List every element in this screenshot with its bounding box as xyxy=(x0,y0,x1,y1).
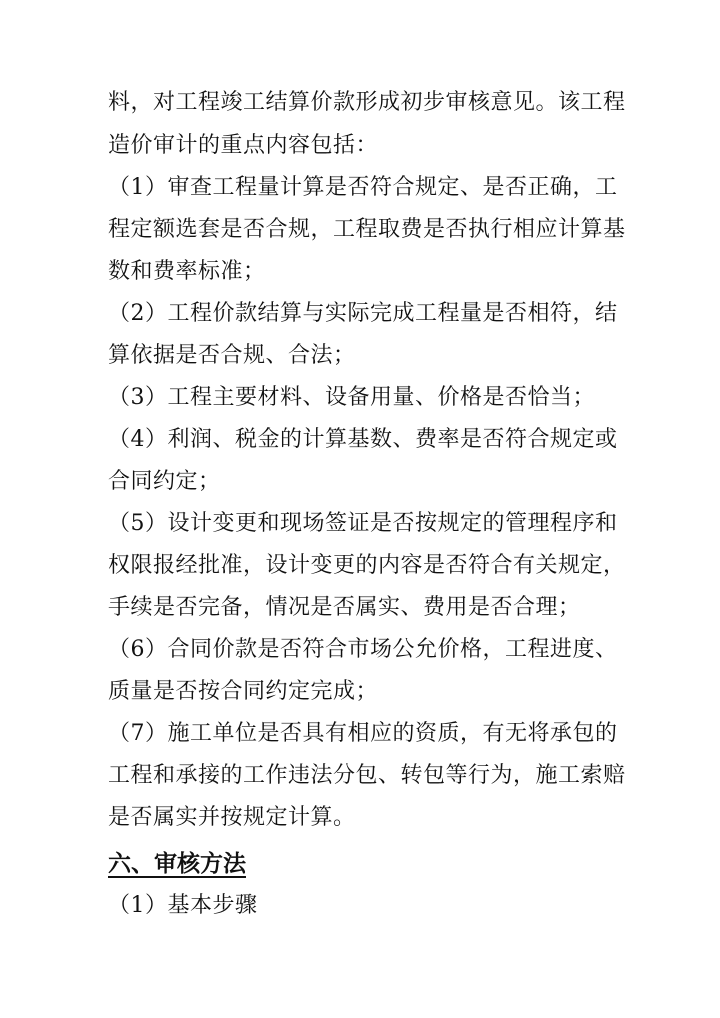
text-line: （7）施工单位是否具有相应的资质，有无将承包的 xyxy=(108,721,618,746)
text-line: （6）合同价款是否符合市场公允价格，工程进度、 xyxy=(108,637,618,662)
text-line: 数和费率标准； xyxy=(108,259,266,284)
text-line: 质量是否按合同约定完成； xyxy=(108,679,379,704)
text-line: 算依据是否合规、合法； xyxy=(108,343,356,368)
text-line: 合同约定； xyxy=(108,469,221,494)
text-line: （2）工程价款结算与实际完成工程量是否相符，结 xyxy=(108,301,618,326)
text-line: 料，对工程竣工结算价款形成初步审核意见。该工程 xyxy=(108,90,626,115)
text-line: （3）工程主要材料、设备用量、价格是否恰当； xyxy=(108,385,595,410)
text-line: （1）审查工程量计算是否符合规定、是否正确，工 xyxy=(108,175,618,200)
text-line: 手续是否完备，情况是否属实、费用是否合理； xyxy=(108,595,581,620)
text-line: 造价审计的重点内容包括： xyxy=(108,133,379,158)
text-line: （5）设计变更和现场签证是否按规定的管理程序和 xyxy=(108,511,618,536)
subheading: （1）基本步骤 xyxy=(108,893,258,918)
text-line: 是否属实并按规定计算。 xyxy=(108,805,356,830)
section-heading: 六、审核方法 xyxy=(108,850,246,877)
text-line: （4）利润、税金的计算基数、费率是否符合规定或 xyxy=(108,427,618,452)
text-line: 工程和承接的工作违法分包、转包等行为，施工索赔 xyxy=(108,763,626,788)
text-line: 权限报经批准，设计变更的内容是否符合有关规定， xyxy=(108,553,626,578)
text-line: 程定额选套是否合规，工程取费是否执行相应计算基 xyxy=(108,217,626,242)
